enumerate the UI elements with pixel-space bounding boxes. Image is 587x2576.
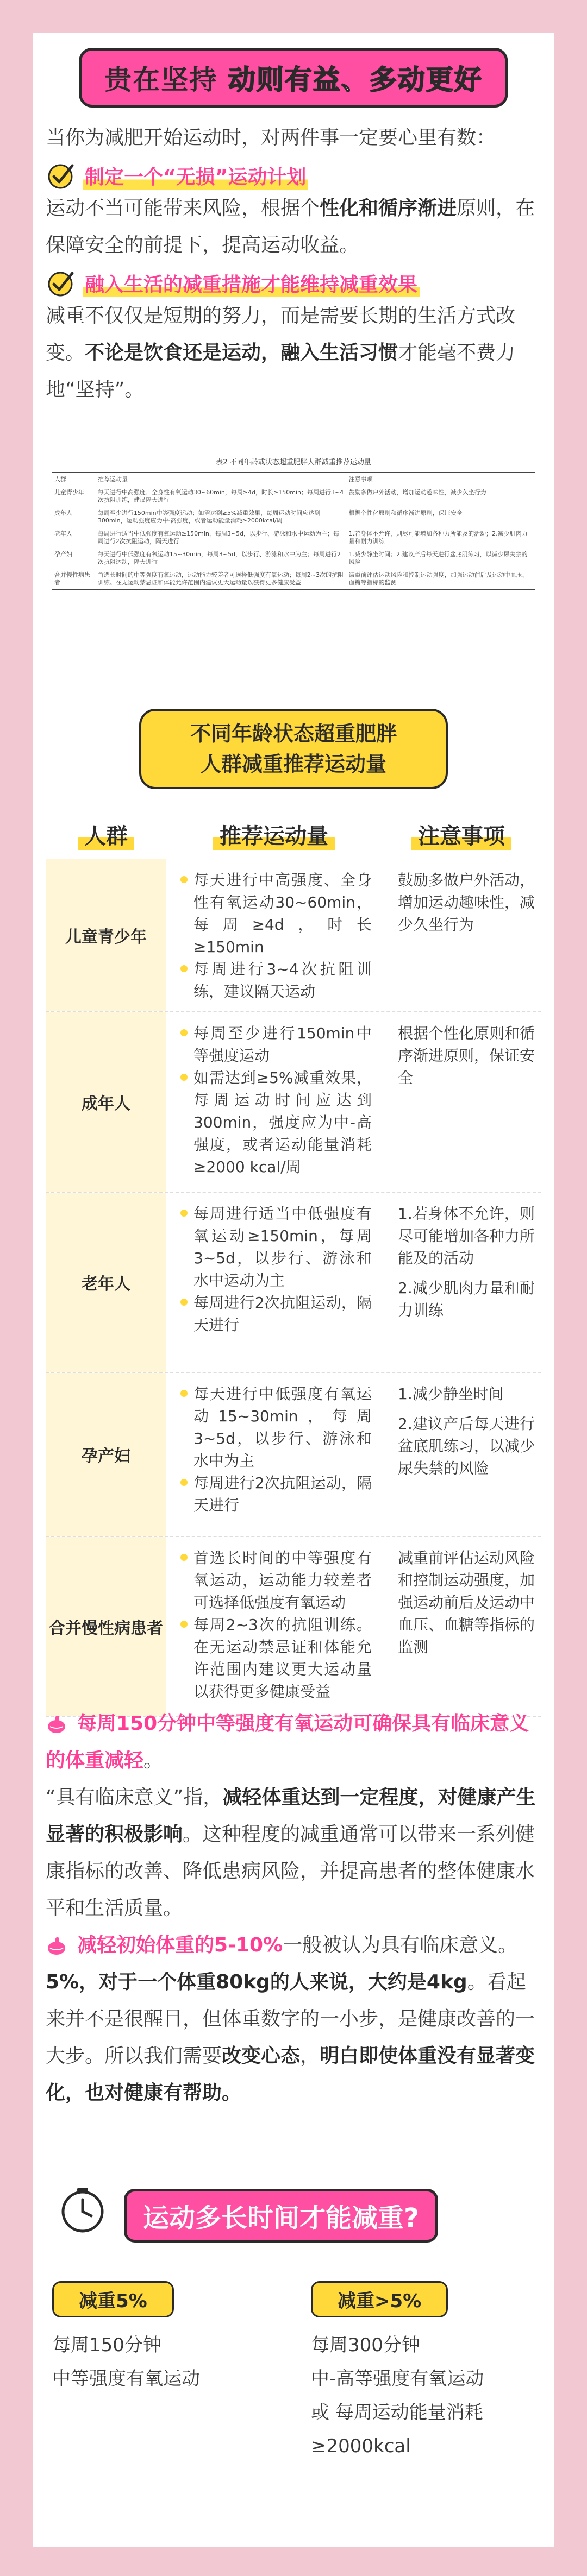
source-cell: 首选长时间的中等强度有氧运动，运动能力较差者可选择低强度有氧运动；每周2~3次的抗阻训练。在无运动禁忌证和体能允许范围内建议更大运动量以获得更多健康受益 [96, 569, 347, 590]
source-row [52, 527, 535, 548]
point1-text-a: 运动不当可能带来风险，根据个 [46, 197, 320, 219]
source-cell: 1.若身体不允许，则尽可能增加各种力所能及的活动；2.减少肌肉力量和耐力训练 [348, 530, 528, 545]
note-text: 2.减少肌肉力量和耐力训练 [398, 1279, 535, 1319]
note-text: 减重前评估运动风险和控制运动强度，加强运动前后及运动中血压、血糖等指标的监测 [398, 1549, 535, 1656]
intro-lead: 当你为减肥开始运动时，对两件事一定要心里有数： [46, 127, 496, 149]
check-icon [46, 161, 75, 190]
recommendation-title [139, 709, 448, 789]
source-table-figure [52, 456, 535, 635]
notes-cell [382, 1193, 541, 1372]
weight-conclusion: 明白即使体重没有显著变化，也对健康有帮助。 [46, 2045, 535, 2104]
exercise-bullet: 每周进行3~4次抗阻训练，建议隔天运动 [180, 958, 372, 1003]
figure-caption: 表2 不同年龄或状态超重肥胖人群减重推荐运动量 [216, 458, 371, 467]
point2-text-c: 才能毫不费力地“坚持”。 [46, 342, 516, 401]
exercise-cell [166, 1012, 382, 1192]
source-cell: 合并慢性病患者 [52, 569, 96, 590]
meaning-a: “具有临床意义”指， [46, 1786, 223, 1809]
source-col-header: 推荐运动量 [96, 473, 347, 486]
weight-mindset: 改变心态 [222, 2045, 301, 2067]
meaning-c: 。这种程度的减重通常可以带来一系列健康指标的改善、降低患病风险，并提高患者的整体健康水平和生活质量。 [46, 1823, 535, 1919]
duration-heading [33, 2178, 554, 2238]
exercise-bullet: 每周进行2次抗阻运动，隔天进行 [180, 1472, 372, 1516]
point2-text-a: 减重不仅仅是短期的努力，而是需要长期的生活方式改变。 [46, 305, 516, 364]
source-cell: 每天进行中高强度、全身性有氧运动30~60min，每周≥4d，时长≥150min；每周进行3~4次抗阻训练，建议隔天进行 [97, 489, 344, 503]
banner-part2: 动则有益、多动更好 [228, 64, 483, 96]
table-row [46, 1373, 541, 1537]
quote1-paragraph [46, 1705, 541, 1779]
exercise-bullet: 如需达到≥5%减重效果，每周运动时间应达到300min，强度应为中-高强度，或者运动能量消耗≥2000 kcal/周 [180, 1067, 372, 1178]
loss-5-line: 每周150分钟 [52, 2334, 161, 2356]
header-exercise: 推荐运动量 [213, 819, 335, 850]
intro-section [33, 119, 554, 408]
exercise-bullet: 每天进行中高强度、全身性有氧运动30~60min，每周≥4d，时长≥150min [180, 869, 372, 958]
quote1-end: 。 [143, 1749, 164, 1772]
source-cell: 根据个性化原则和循序渐进原则，保证安全 [348, 509, 463, 517]
exercise-cell [166, 1537, 382, 1716]
header-notes: 注意事项 [411, 819, 511, 850]
point1-text-c: 原则，在保障安全的前提下，提高运动收益。 [46, 197, 535, 256]
point2-row [46, 268, 541, 298]
notes-cell [382, 1012, 541, 1192]
group-cell [46, 1012, 166, 1192]
source-cell: 每周至少进行150min中等强度运动；如需达到≥5%减重效果，每周运动时间应达到300min，运动强度应为中-高强度，或者运动能量消耗≥2000kcal/周 [97, 509, 321, 524]
point1-text [46, 190, 541, 264]
source-cell: 减重前评估运动风险和控制运动强度，加强运动前后及运动中血压、血糖等指标的监测 [347, 569, 535, 590]
notes-cell [382, 1537, 541, 1716]
loss-over5-line: 每周300分钟 [311, 2334, 420, 2356]
source-row [52, 486, 535, 507]
table-row [46, 1012, 541, 1193]
exercise-cell [166, 859, 382, 1011]
point1-text-bold: 性化和循序渐进 [320, 197, 457, 219]
exercise-bullet: 每天进行中低强度有氧运动15~30min，每周3~5d，以步行、游泳和水中为主 [180, 1383, 372, 1472]
point2-text [46, 298, 541, 408]
note-text: 根据个性化原则和循序渐进原则，保证安全 [398, 1024, 535, 1087]
note-text: 1.减少静坐时间 [398, 1385, 504, 1403]
header-cell [382, 819, 541, 850]
table-row [46, 1537, 541, 1717]
header-cell [46, 819, 166, 850]
source-cell: 1.减少静坐时间；2.建议产后每天进行盆底肌练习，以减少尿失禁的风险 [348, 551, 528, 565]
recommendation-table [46, 809, 541, 1717]
loss-over5-column [311, 2281, 528, 2463]
loss-over5-tag: 减重>5% [311, 2281, 448, 2317]
weight-c: 。看起来并不是很醒目，但体重数字的一小步，是健康改善的一大步。所以我们需要 [46, 1971, 535, 2067]
loss-over5-line: 中-高等强度有氧运动 [311, 2368, 484, 2390]
loss-5-tag: 减重5% [52, 2281, 174, 2317]
source-col-header: 人群 [52, 473, 96, 486]
exercise-bullet: 首选长时间的中等强度有氧运动，运动能力较差者可选择低强度有氧运动 [180, 1547, 372, 1614]
source-row [52, 548, 535, 569]
group-label: 老年人 [82, 1275, 130, 1294]
source-cell: 老年人 [54, 530, 72, 537]
group-label: 成年人 [82, 1094, 130, 1113]
exercise-bullet: 每周2~3次的抗阻训练。在无运动禁忌证和体能允许范围内建议更大运动量以获得更多健康受益 [180, 1614, 372, 1703]
table-row [46, 859, 541, 1012]
source-cell: 每天进行中低强度有氧运动15~30min，每周3~5d，以步行、游泳和水中为主；每周进行2次抗阻运动，隔天进行 [97, 551, 341, 565]
table-row [46, 1193, 541, 1373]
group-cell [46, 859, 166, 1011]
source-table [52, 472, 535, 590]
quote2-text: 减轻初始体重的5-10% [77, 1934, 283, 1956]
source-cell: 孕产妇 [54, 551, 72, 558]
notes-cell [382, 1373, 541, 1536]
point2-heading: 融入生活的减重措施才能维持减重效果 [83, 269, 420, 297]
exercise-bullet: 每周进行适当中低强度有氧运动≥150min，每周3~5d，以步行、游泳和水中运动为主 [180, 1202, 372, 1292]
weight-loss-paragraph [46, 1927, 541, 2112]
point1-row [46, 161, 541, 190]
point1-heading: 制定一个“无损”运动计划 [83, 162, 308, 190]
note-text: 1.若身体不允许，则尽可能增加各种力所能及的活动 [398, 1205, 535, 1267]
note-text: 鼓励多做户外活动，增加运动趣味性，减少久坐行为 [398, 871, 535, 934]
pointing-hand-icon [46, 1714, 72, 1735]
section-banner [79, 48, 508, 108]
exercise-bullet: 每周至少进行150min中等强度运动 [180, 1022, 372, 1067]
clinical-meaning-paragraph [46, 1779, 541, 1927]
note-text: 2.建议产后每天进行盆底肌练习，以减少尿失禁的风险 [398, 1415, 535, 1477]
banner-part1: 贵在坚持 [104, 64, 218, 96]
loss-over5-line: ≥2000kcal [311, 2435, 411, 2457]
clinical-significance-section [33, 1705, 554, 2112]
quote1-text: 每周150分钟中等强度有氧运动可确保具有临床意义的体重减轻 [46, 1712, 529, 1772]
header-cell [166, 819, 382, 850]
loss-5-column [52, 2281, 270, 2396]
duration-title: 运动多长时间才能减重? [124, 2189, 438, 2243]
source-row [52, 569, 535, 590]
table-header-row [46, 809, 541, 859]
weight-comma: ， [300, 2045, 320, 2067]
recommendation-title-line1: 不同年龄状态超重肥胖 [190, 722, 397, 746]
notes-cell [382, 859, 541, 1011]
article-card [33, 33, 554, 2547]
loss-over5-line: 或 每周运动能量消耗 [311, 2402, 483, 2423]
exercise-cell [166, 1373, 382, 1536]
header-group: 人群 [78, 819, 134, 850]
group-label: 合并慢性病患者 [49, 1619, 163, 1638]
exercise-cell [166, 1193, 382, 1372]
exercise-bullet: 每周进行2次抗阻运动，隔天进行 [180, 1292, 372, 1336]
source-row [52, 507, 535, 527]
source-cell: 每周进行适当中低强度有氧运动≥150min，每周3~5d，以步行、游泳和水中运动为主；每周进行2次抗阻运动，隔天进行 [97, 530, 340, 545]
clock-icon [58, 2184, 108, 2234]
group-cell [46, 1537, 166, 1716]
source-cell: 成年人 [54, 509, 72, 517]
recommendation-title-line2: 人群减重推荐运动量 [200, 752, 386, 776]
point2-text-bold: 不论是饮食还是运动，融入生活习惯 [85, 342, 398, 364]
weight-bold: 5%，对于一个体重80kg的人来说，大约是4kg [46, 1971, 467, 1993]
group-cell [46, 1193, 166, 1372]
meaning-bold: 减轻体重达到一定程度，对健康产生显著的积极影响 [46, 1786, 536, 1846]
check-icon [46, 268, 75, 298]
group-cell [46, 1373, 166, 1536]
source-cell: 鼓励多做户外活动，增加运动趣味性，减少久坐行为 [348, 489, 486, 496]
pointing-hand-icon [46, 1935, 72, 1957]
group-label: 儿童青少年 [65, 928, 147, 947]
loss-5-line: 中等强度有氧运动 [52, 2368, 200, 2390]
group-label: 孕产妇 [82, 1447, 130, 1466]
source-cell: 儿童青少年 [54, 489, 84, 496]
source-col-header: 注意事项 [347, 473, 535, 486]
weight-a: 一般被认为具有临床意义。 [283, 1934, 518, 1956]
